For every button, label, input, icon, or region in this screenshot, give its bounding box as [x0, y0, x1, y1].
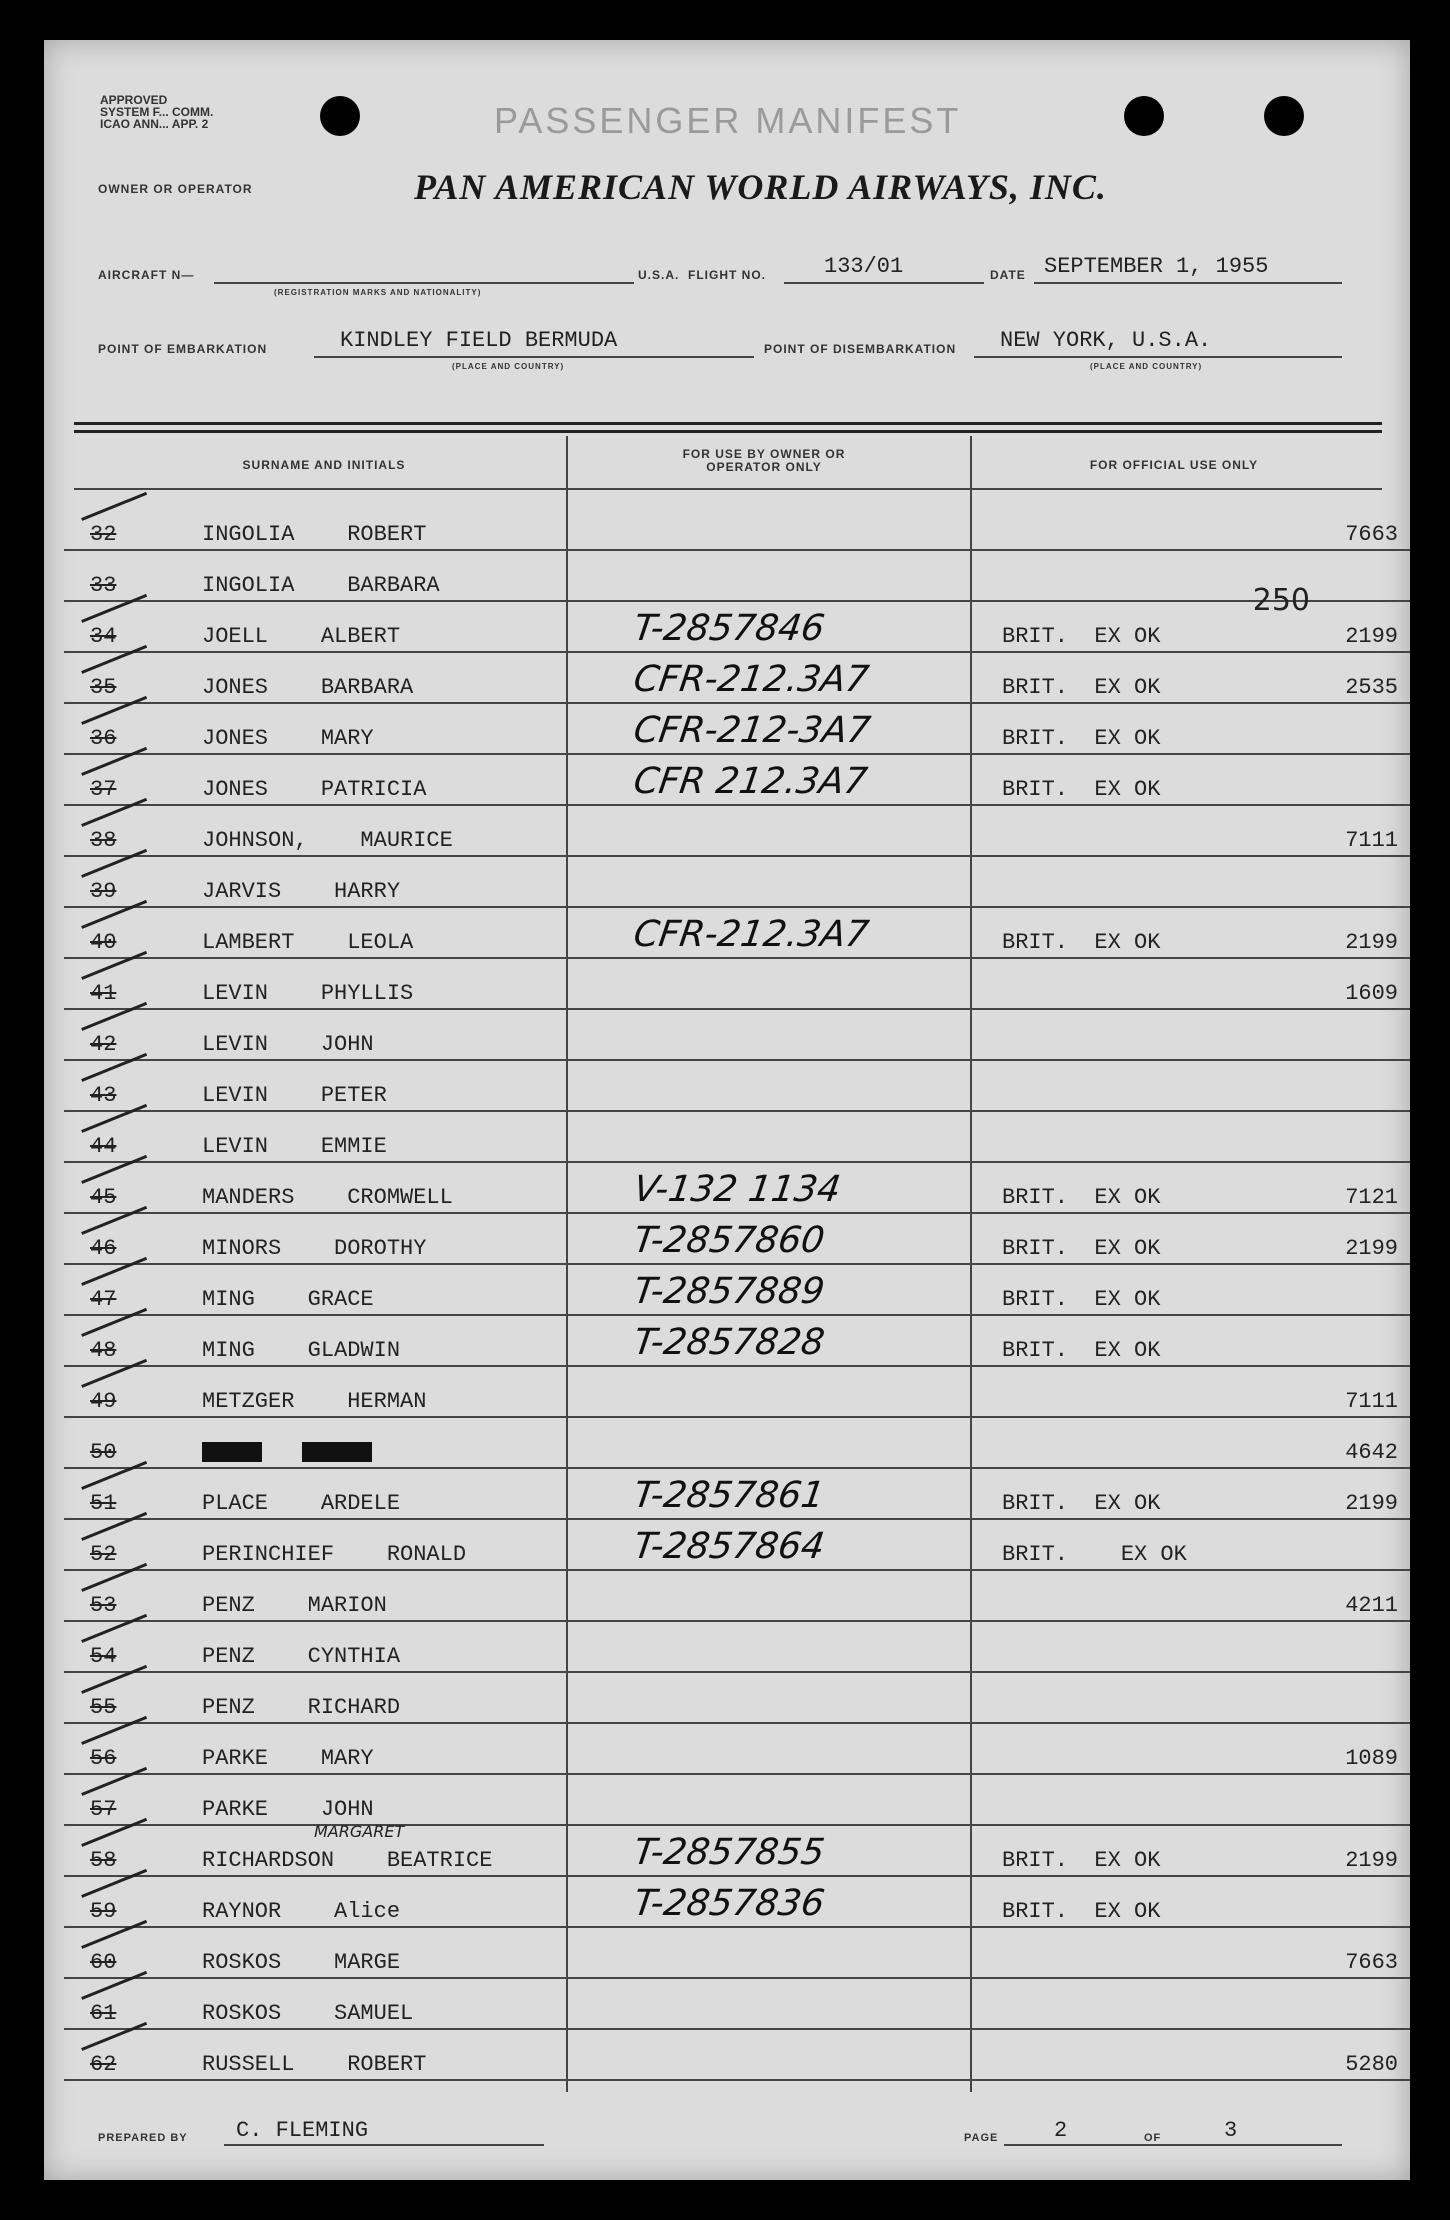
of-label: OF	[1144, 2132, 1162, 2144]
check-mark	[81, 1461, 157, 1514]
check-mark	[81, 1359, 157, 1412]
passenger-name: JOHNSON, MAURICE	[202, 828, 453, 853]
passenger-name: PERINCHIEF RONALD	[202, 1542, 467, 1567]
passenger-row	[64, 1316, 1410, 1367]
usa-label: U.S.A.	[638, 268, 680, 282]
column-header-official-use: FOR OFFICIAL USE ONLY	[1089, 458, 1259, 472]
disembarkation-point: NEW YORK, U.S.A.	[1000, 328, 1212, 353]
official-status: BRIT. EX OK	[1002, 1185, 1161, 1210]
check-mark	[81, 1257, 157, 1310]
passenger-name: MING GRACE	[202, 1287, 374, 1312]
passenger-number: 53	[90, 1593, 117, 1618]
passenger-row	[64, 1877, 1410, 1928]
document-number: CFR-212-3A7	[631, 710, 873, 751]
check-mark	[81, 1104, 157, 1157]
passenger-row	[64, 1724, 1410, 1775]
official-status: BRIT. EX OK	[1002, 1491, 1161, 1516]
passenger-row	[64, 1928, 1410, 1979]
row-rule	[64, 2079, 1410, 2081]
check-mark	[81, 1155, 157, 1208]
passenger-number: 44	[90, 1134, 117, 1159]
passenger-row	[64, 1571, 1410, 1622]
official-code: 4211	[1345, 1593, 1398, 1618]
passenger-row	[64, 551, 1410, 618]
passenger-row	[64, 959, 1410, 1010]
passenger-name: LEVIN JOHN	[202, 1032, 374, 1057]
page-number: 2	[1054, 2118, 1068, 2143]
embarkation-underline	[314, 356, 754, 358]
check-mark	[81, 1920, 157, 1973]
official-status: BRIT. EX OK	[1002, 1899, 1161, 1924]
passenger-number: 32	[90, 522, 117, 547]
passenger-name: METZGER HERMAN	[202, 1389, 427, 1414]
check-mark	[81, 696, 157, 749]
table-top-rule-2	[74, 430, 1382, 433]
passenger-number: 37	[90, 777, 117, 802]
passenger-row	[64, 857, 1410, 908]
official-code: 2199	[1345, 624, 1398, 649]
passenger-name: RAYNOR Alice	[202, 1899, 401, 1924]
passenger-name: INGOLIA BARBARA	[202, 573, 440, 598]
check-mark	[81, 1869, 157, 1922]
redaction-bar	[202, 1442, 262, 1462]
document-number: CFR 212.3A7	[631, 761, 870, 802]
check-mark	[81, 1818, 157, 1871]
passenger-name: RICHARDSON BEATRICE	[202, 1848, 493, 1873]
page-underline	[1004, 2144, 1342, 2146]
passenger-row	[64, 1622, 1410, 1673]
airline-name: PAN AMERICAN WORLD AIRWAYS, INC.	[414, 167, 1107, 207]
disembarkation-sublabel: (PLACE AND COUNTRY)	[1090, 362, 1203, 371]
check-mark	[81, 1512, 157, 1565]
passenger-name: LAMBERT LEOLA	[202, 930, 414, 955]
passenger-row	[64, 806, 1410, 857]
disembarkation-label: POINT OF DISEMBARKATION	[764, 342, 957, 356]
check-mark	[81, 1614, 157, 1667]
flight-label: FLIGHT NO.	[688, 268, 766, 282]
passenger-number: 41	[90, 981, 117, 1006]
check-mark	[81, 1308, 157, 1361]
official-status: BRIT. EX OK	[1002, 624, 1161, 649]
passenger-row	[64, 1775, 1410, 1826]
check-mark	[81, 594, 157, 647]
aircraft-underline	[214, 282, 634, 284]
prepared-underline	[224, 2144, 544, 2146]
passenger-row	[64, 1010, 1410, 1061]
passenger-name: PLACE ARDELE	[202, 1491, 401, 1516]
passenger-name: MANDERS CROMWELL	[202, 1185, 453, 1210]
official-code: 7111	[1345, 1389, 1398, 1414]
approval-line-2: SYSTEM F... COMM.	[100, 105, 214, 119]
passenger-number: 57	[90, 1797, 117, 1822]
official-status: BRIT. EX OK	[1002, 1848, 1161, 1873]
check-mark	[81, 645, 157, 698]
passenger-row	[64, 1265, 1410, 1316]
passenger-name: RUSSELL ROBERT	[202, 2052, 427, 2077]
passenger-number: 58	[90, 1848, 117, 1873]
passenger-number: 48	[90, 1338, 117, 1363]
passenger-number: 35	[90, 675, 117, 700]
document-number: CFR-212.3A7	[631, 914, 872, 955]
passenger-number: 47	[90, 1287, 117, 1312]
prepared-by: C. FLEMING	[236, 2118, 369, 2143]
check-mark	[81, 1563, 157, 1616]
passenger-row	[64, 2030, 1410, 2081]
document-number: T-2857889	[631, 1271, 828, 1312]
official-status: BRIT. EX OK	[1002, 726, 1161, 751]
check-mark	[81, 1206, 157, 1259]
passenger-number: 42	[90, 1032, 117, 1057]
official-status: BRIT. EX OK	[1002, 930, 1161, 955]
passenger-name: PENZ RICHARD	[202, 1695, 401, 1720]
passenger-row	[64, 1112, 1410, 1163]
check-mark	[81, 849, 157, 902]
official-status: BRIT. EX OK	[1002, 777, 1161, 802]
check-mark	[81, 1665, 157, 1718]
passenger-name: JARVIS HARRY	[202, 879, 401, 904]
passenger-row	[64, 1214, 1410, 1265]
passenger-name: PARKE MARY	[202, 1746, 374, 1771]
redaction-bar	[302, 1442, 372, 1462]
official-status: BRIT. EX OK	[1002, 1287, 1161, 1312]
passenger-name: PENZ MARION	[202, 1593, 387, 1618]
check-mark	[81, 951, 157, 1004]
check-mark	[81, 900, 157, 953]
flight-underline	[784, 282, 984, 284]
passenger-row	[64, 653, 1410, 704]
disembarkation-underline	[974, 356, 1342, 358]
passenger-name: JONES MARY	[202, 726, 374, 751]
passenger-row	[64, 1673, 1410, 1724]
official-code: 7111	[1345, 828, 1398, 853]
flight-number: 133/01	[824, 254, 904, 279]
passenger-row	[64, 755, 1410, 806]
passenger-number: 46	[90, 1236, 117, 1261]
date-underline	[1034, 282, 1342, 284]
document-number: T-2857828	[631, 1322, 828, 1363]
official-code: 2199	[1345, 1848, 1398, 1873]
page-label: PAGE	[964, 2132, 999, 2144]
passenger-number: 59	[90, 1899, 117, 1924]
embarkation-point: KINDLEY FIELD BERMUDA	[340, 328, 618, 353]
passenger-row	[64, 500, 1410, 551]
document-number: T-2857861	[631, 1475, 828, 1516]
page-title: PASSENGER MANIFEST	[494, 100, 962, 141]
passenger-number: 45	[90, 1185, 117, 1210]
aircraft-label: AIRCRAFT N—	[98, 268, 195, 282]
passenger-number: 60	[90, 1950, 117, 1975]
passenger-number: 51	[90, 1491, 117, 1516]
document-number: T-2857846	[631, 608, 828, 649]
document-number: T-2857860	[631, 1220, 828, 1261]
passenger-number: 33	[90, 573, 117, 598]
page-total: 3	[1224, 2118, 1238, 2143]
owner-label: OWNER OR OPERATOR	[98, 182, 253, 196]
passenger-row	[64, 704, 1410, 755]
official-status: BRIT. EX OK	[1002, 1236, 1161, 1261]
passenger-row	[64, 1979, 1410, 2030]
aircraft-sublabel: (REGISTRATION MARKS AND NATIONALITY)	[274, 288, 482, 297]
passenger-name: MING GLADWIN	[202, 1338, 401, 1363]
check-mark	[81, 798, 157, 851]
passenger-name: JONES BARBARA	[202, 675, 414, 700]
document-number: T-2857864	[631, 1526, 828, 1567]
passenger-number: 50	[90, 1440, 117, 1465]
passenger-name: LEVIN PETER	[202, 1083, 387, 1108]
official-status: BRIT. EX OK	[1002, 1338, 1161, 1363]
punch-hole-2	[1124, 96, 1164, 136]
flight-date: SEPTEMBER 1, 1955	[1044, 254, 1269, 279]
passenger-number: 62	[90, 2052, 117, 2077]
check-mark	[81, 492, 157, 545]
passenger-number: 55	[90, 1695, 117, 1720]
embarkation-sublabel: (PLACE AND COUNTRY)	[452, 362, 565, 371]
passenger-name: LEVIN EMMIE	[202, 1134, 387, 1159]
official-code: 1609	[1345, 981, 1398, 1006]
approval-line-3: ICAO ANN... APP. 2	[100, 117, 209, 131]
document-number: CFR-212.3A7	[631, 659, 872, 700]
date-label: DATE	[990, 268, 1026, 282]
document-number: T-2857836	[631, 1883, 828, 1924]
official-code: 7663	[1345, 1950, 1398, 1975]
passenger-name: INGOLIA ROBERT	[202, 522, 427, 547]
passenger-number: 38	[90, 828, 117, 853]
check-mark	[81, 1053, 157, 1106]
passenger-row	[64, 1520, 1410, 1571]
passenger-row	[64, 1163, 1410, 1214]
document-number: T-2857855	[631, 1832, 828, 1873]
passenger-number: 61	[90, 2001, 117, 2026]
passenger-row	[64, 1826, 1410, 1877]
check-mark	[81, 747, 157, 800]
check-mark	[81, 1971, 157, 2024]
check-mark	[81, 1002, 157, 1055]
passenger-row	[64, 1469, 1410, 1520]
margaret-annotation: MARGARET	[314, 1822, 405, 1841]
header-bottom-rule	[74, 488, 1382, 490]
embarkation-label: POINT OF EMBARKATION	[98, 342, 268, 356]
check-mark	[81, 2022, 157, 2075]
column-header-owner-use: FOR USE BY OWNER OR OPERATOR ONLY	[682, 447, 846, 474]
passenger-name: JONES PATRICIA	[202, 777, 427, 802]
passenger-number: 52	[90, 1542, 117, 1567]
passenger-number: 34	[90, 624, 117, 649]
official-code: 5280	[1345, 2052, 1398, 2077]
passenger-number: 56	[90, 1746, 117, 1771]
check-mark	[81, 1767, 157, 1820]
passenger-number: 36	[90, 726, 117, 751]
passenger-number: 49	[90, 1389, 117, 1414]
passenger-row	[64, 1418, 1410, 1469]
passenger-name: JOELL ALBERT	[202, 624, 401, 649]
prepared-label: PREPARED BY	[98, 2132, 188, 2144]
passenger-name: PARKE JOHN	[202, 1797, 374, 1822]
passenger-name: MINORS DOROTHY	[202, 1236, 427, 1261]
passenger-name: LEVIN PHYLLIS	[202, 981, 414, 1006]
passenger-row	[64, 908, 1410, 959]
official-code: 2199	[1345, 1491, 1398, 1516]
passenger-name: ROSKOS MARGE	[202, 1950, 401, 1975]
approval-line-1: APPROVED	[100, 93, 168, 107]
official-code: 2199	[1345, 930, 1398, 955]
table-top-rule-1	[74, 422, 1382, 425]
passenger-number: 39	[90, 879, 117, 904]
passenger-name: ROSKOS SAMUEL	[202, 2001, 414, 2026]
passenger-row	[64, 1367, 1410, 1418]
passenger-name-redacted	[202, 1440, 372, 1465]
punch-hole-3	[1264, 96, 1304, 136]
column-header-surname: SURNAME AND INITIALS	[242, 458, 406, 472]
check-mark	[81, 1716, 157, 1769]
official-code: 250	[1252, 583, 1310, 618]
passenger-number: 43	[90, 1083, 117, 1108]
official-code: 7663	[1345, 522, 1398, 547]
official-code: 2199	[1345, 1236, 1398, 1261]
passenger-name: PENZ CYNTHIA	[202, 1644, 401, 1669]
official-code: 4642	[1345, 1440, 1398, 1465]
official-status: BRIT. EX OK	[1002, 675, 1161, 700]
passenger-row	[64, 602, 1410, 653]
official-code: 7121	[1345, 1185, 1398, 1210]
approval-stamp	[100, 94, 213, 130]
official-code: 1089	[1345, 1746, 1398, 1771]
passenger-number: 54	[90, 1644, 117, 1669]
passenger-row	[64, 1061, 1410, 1112]
punch-hole-1	[320, 96, 360, 136]
official-status: BRIT. EX OK	[1002, 1542, 1187, 1567]
manifest-page	[44, 40, 1410, 2180]
official-code: 2535	[1345, 675, 1398, 700]
document-number: V-132 1134	[631, 1169, 844, 1210]
passenger-number: 40	[90, 930, 117, 955]
